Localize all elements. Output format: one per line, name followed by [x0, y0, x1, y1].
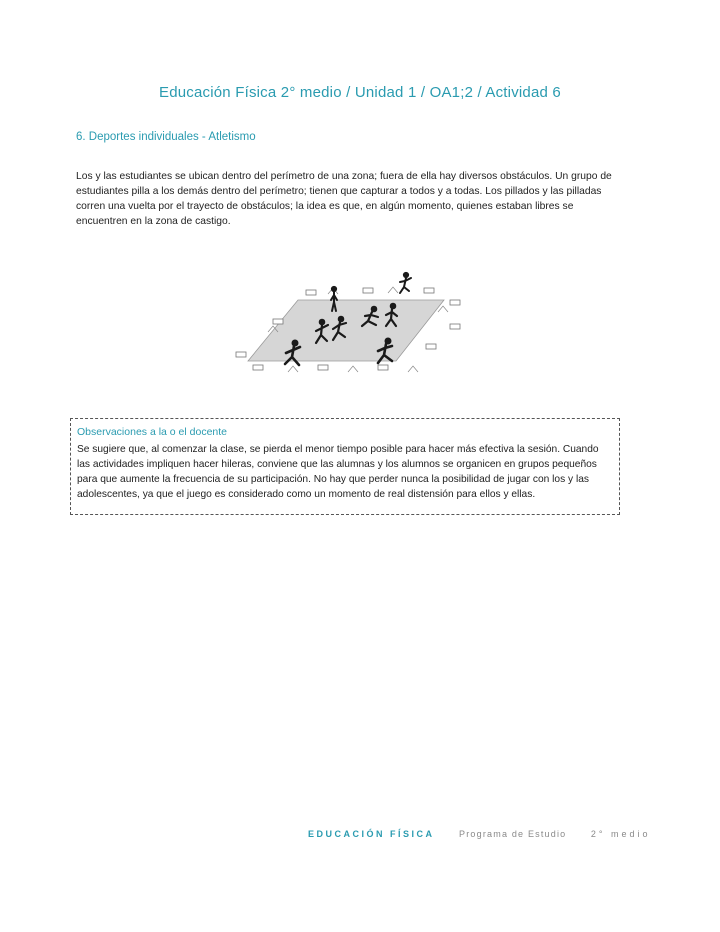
- footer-brand: EDUCACIÓN FÍSICA: [308, 829, 435, 839]
- footer-level: 2° medio: [590, 829, 651, 839]
- activity-description: Los y las estudiantes se ubican dentro del perímetro de una zona; fuera de ella hay diversos obstáculos. Un grupo de estudiantes pilla a los demás dentro del perímetro; tienen que capturar a todos y a todas. Los pillados y las pilladas corren una vuelta por el trayecto de obstáculos; la idea es que, en algún momento, quienes estaban libres se encuentren en la zona de castigo.: [76, 171, 612, 227]
- footer-program: Programa de Estudio: [459, 829, 567, 839]
- teacher-observations-box: [70, 418, 620, 515]
- observations-title: Observaciones a la o el docente: [77, 426, 228, 438]
- observations-text: Se sugiere que, al comenzar la clase, se pierda el menor tiempo posible para hacer más efectiva la sesión. Cuando las actividades impliquen hacer hileras, conviene que las alumnas y los alumnos se organicen en grupos pequeños para que aumente la frecuencia de su participación. No hay que perder nunca la posibilidad de jugar con los y las adolescentes, ya que el juego es considerado como un momento de real distensión para ellos y ellas.: [77, 444, 599, 500]
- playing-field-illustration: [228, 262, 478, 392]
- page-footer: [308, 829, 651, 839]
- page-title: Educación Física 2° medio / Unidad 1 / OA1;2 / Actividad 6: [159, 84, 561, 101]
- section-heading: 6. Deportes individuales - Atletismo: [76, 131, 256, 143]
- activity-illustration: [228, 262, 478, 392]
